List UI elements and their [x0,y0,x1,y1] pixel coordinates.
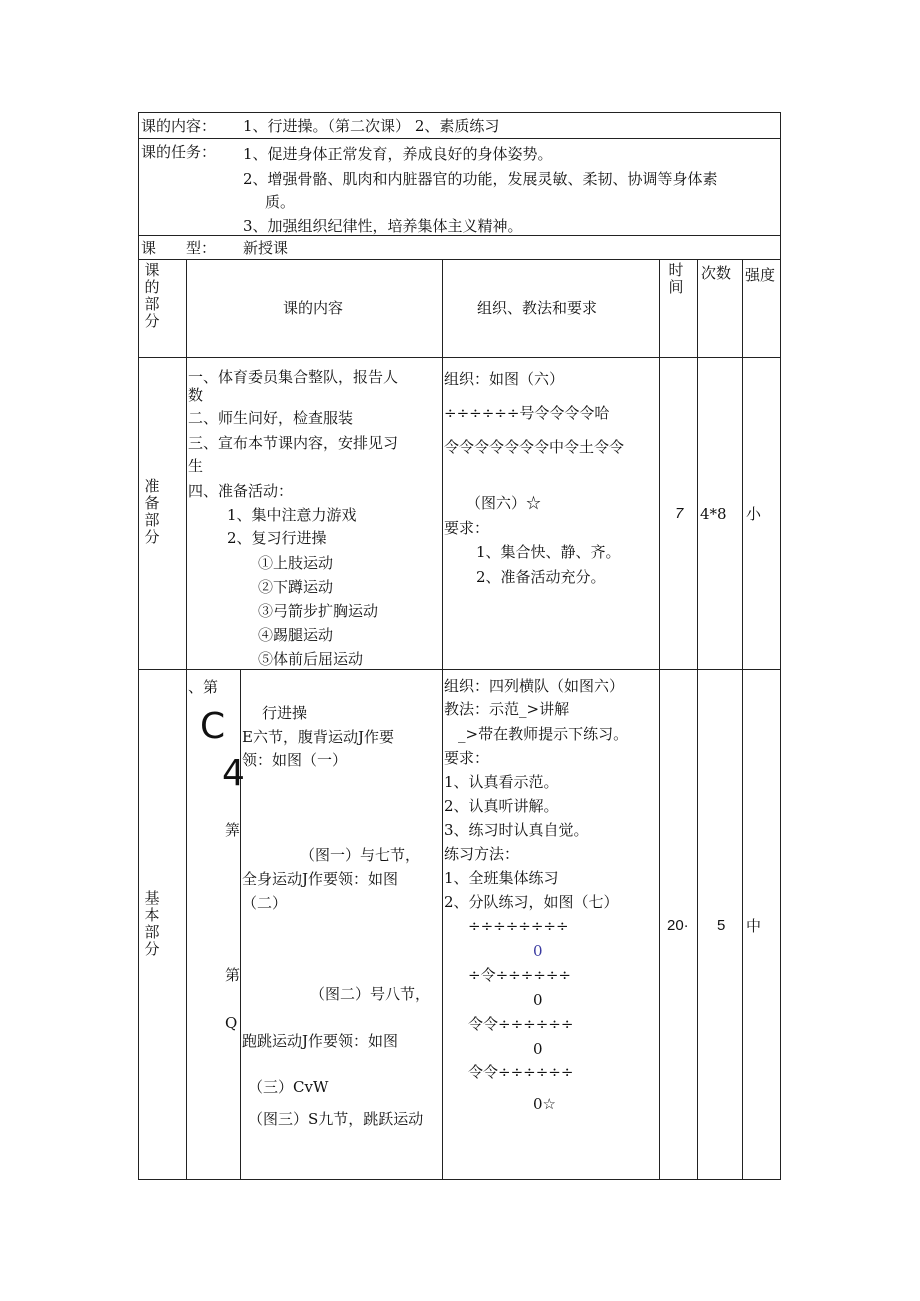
basic-org-line: 1、全班集体练习 [444,869,559,887]
basic-org-line: 教法：示范_>讲解 [444,700,570,718]
basic-content-line: （图二）号八节， [310,985,431,1003]
task-item: 1、促进身体正常发育，养成良好的身体姿势。 [243,145,553,163]
basic-sub-letter: C [200,706,226,747]
basic-formation-row: 令令÷÷÷÷÷÷ [468,1015,574,1033]
basic-org-line: 组织：四列横队（如图六） [444,677,625,695]
basic-org-line: _>带在教师提示下练习。 [458,725,629,743]
prep-content-line: ②下蹲运动 [258,578,334,596]
basic-org-line: 2、认真听讲解。 [444,797,559,815]
task-item: 3、加强组织纪律性，培养集体主义精神。 [243,217,523,235]
basic-org-line: 要求： [444,749,490,767]
col-header-time: 时间 [668,261,684,296]
table-border-top [138,112,781,113]
table-border-right [780,112,781,1180]
prep-intensity: 小 [746,505,762,523]
basic-content-line: 领：如图（一） [242,751,348,769]
task-item: 2、增强骨骼、肌肉和内脏器官的功能，发展灵敏、柔韧、协调等身体素 [243,170,718,188]
basic-formation-row: 令令÷÷÷÷÷÷ [468,1063,574,1081]
basic-formation-marker: 0 [533,991,543,1009]
prep-content-line: 2、复习行进操 [227,529,327,547]
prep-org-line: 2、准备活动充分。 [476,568,606,586]
col-header-intensity: 强度 [745,266,776,284]
basic-content-line: （图三）S九节，跳跃运动 [248,1110,424,1128]
basic-part-label: 基本部分 [144,889,160,958]
prep-part-label: 准备部分 [144,477,160,546]
prep-formation-row: ÷÷÷÷÷÷号令令令令哈 [444,404,610,422]
prep-count: 4*8 [700,505,727,523]
col-header-count: 次数 [701,264,732,282]
prep-content-line: ⑤体前后屈运动 [258,650,364,668]
prep-content-line: ④踢腿运动 [258,626,334,644]
basic-content-line: 行进操 [262,704,308,722]
basic-sub-label: 第 [225,966,241,984]
prep-content-line: 生 [188,457,204,475]
prep-formation-row: 令令令令令令令中令土令令 [444,438,625,456]
table-border-left [138,112,139,1180]
prep-org-line: 1、集合快、静、齐。 [476,543,621,561]
col-divider [442,259,443,1180]
col-header-content: 课的内容 [283,299,344,317]
row-divider [138,357,781,358]
prep-content-line: 四、准备活动： [188,482,294,500]
table-border-bottom [138,1179,781,1180]
basic-formation-row: ÷令÷÷÷÷÷÷ [468,966,571,984]
col-divider [659,259,660,1180]
prep-content-line: 一、体育委员集合整队，报告人 [188,368,399,386]
sub-col-divider [240,669,241,1180]
basic-sub-digit: 4 [222,753,245,794]
prep-content-line: 1、集中注意力游戏 [227,506,357,524]
basic-formation-marker: 0☆ [533,1095,556,1113]
task-item: 质。 [265,193,296,211]
row-divider [138,669,781,670]
basic-org-line: 练习方法： [444,845,520,863]
basic-time: 20· [667,917,689,934]
basic-content-line: E六节，腹背运动J作要 [242,728,394,746]
type-value: 新授课 [243,239,289,257]
prep-org-line: 组织：如图（六） [444,370,565,388]
basic-content-line: （三）CvW [248,1078,329,1096]
col-header-org: 组织、教法和要求 [477,299,598,317]
basic-org-line: 1、认真看示范。 [444,773,559,791]
prep-content-line: ①上肢运动 [258,554,334,572]
col-divider [186,259,187,1180]
prep-content-line: 数 [188,386,204,404]
col-divider [742,259,743,1180]
content-value: 1、行进操。（第二次课） 2、素质练习 [243,117,500,135]
basic-count: 5 [717,917,726,934]
basic-org-line: 2、分队练习，如图（七） [444,893,619,911]
basic-org-line: 3、练习时认真自觉。 [444,821,589,839]
content-label: 课的内容： [141,117,217,135]
prep-org-line: （图六）☆ [466,494,542,512]
basic-content-line: （图一）与七节， [300,846,421,864]
type-label: 课 型： [141,239,217,257]
basic-sub-label: 筭 [225,821,241,839]
col-header-part: 课的部分 [144,261,160,330]
prep-content-line: 三、宣布本节课内容，安排见习 [188,434,399,452]
basic-formation-row: ÷÷÷÷÷÷÷÷ [468,917,569,935]
basic-intensity: 中 [746,917,762,935]
basic-content-line: 全身运动J作要领：如图 [242,870,399,888]
basic-formation-marker: 0 [533,942,543,960]
prep-time: 7 [675,505,684,522]
row-divider [138,138,781,139]
prep-content-line: 二、师生问好，检查服装 [188,409,354,427]
basic-content-line: （二） [242,894,288,912]
basic-sub-label: Q [225,1014,238,1032]
prep-org-line: 要求： [444,519,490,537]
task-label: 课的任务： [141,143,217,161]
basic-formation-marker: 0 [533,1040,543,1058]
row-divider [138,259,781,260]
col-divider [697,259,698,1180]
prep-content-line: ③弓箭步扩胸运动 [258,602,379,620]
basic-content-line: 跑跳运动J作要领：如图 [242,1032,399,1050]
basic-sub-label: 、第 [188,678,219,696]
